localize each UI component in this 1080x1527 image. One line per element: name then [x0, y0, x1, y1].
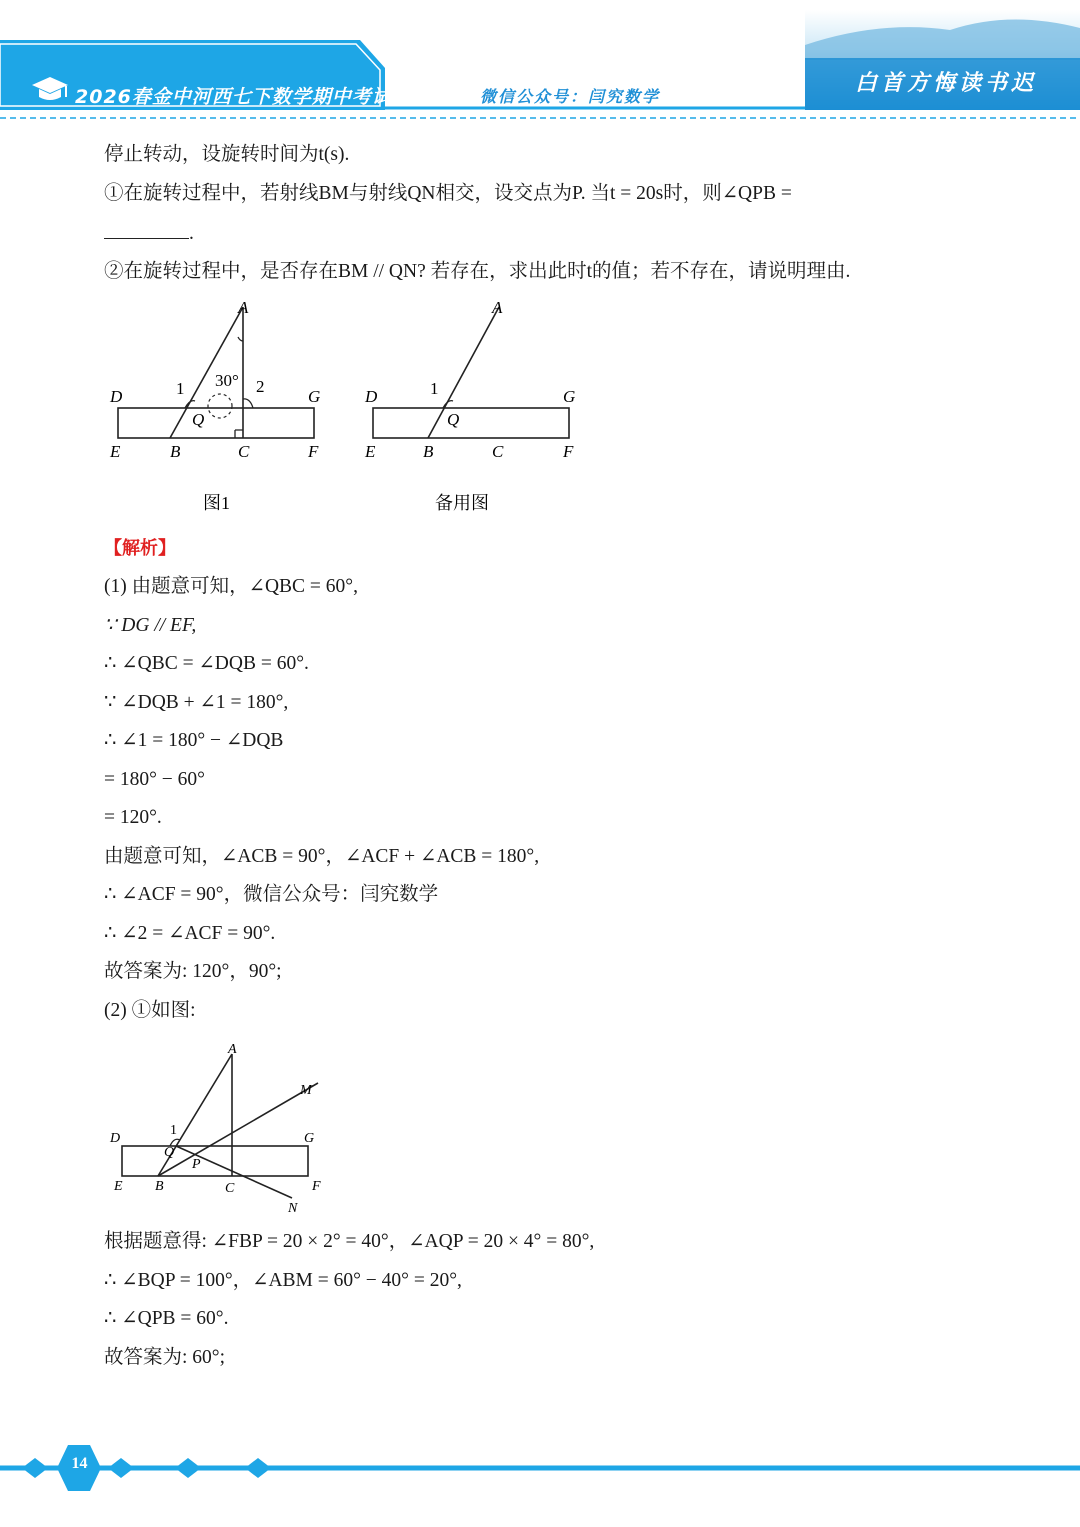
label-F: F [312, 1179, 321, 1194]
solution-line: 由题意可知，∠ACB = 90°，∠ACF + ∠ACB = 180°, [104, 846, 540, 867]
label-G: G [308, 387, 321, 406]
solution-line: ∴ ∠ACF = 90°，微信公众号：闫究数学 [104, 884, 439, 905]
label-30: 30° [215, 371, 239, 390]
solution-line: 故答案为: 120°，90°; [104, 961, 282, 982]
page-number: 14 [71, 1455, 88, 1472]
label-G: G [563, 387, 576, 406]
figure-backup-caption: 备用图 [435, 493, 489, 513]
label-G: G [304, 1131, 315, 1146]
solution-line: ∴ ∠BQP = 100°，∠ABM = 60° − 40° = 20°, [104, 1270, 462, 1291]
solution-line: = 180° − 60° [104, 769, 205, 790]
label-D: D [110, 1131, 121, 1146]
label-N: N [288, 1201, 298, 1216]
solution-line: ∴ ∠1 = 180° − ∠DQB [104, 730, 284, 751]
solution-line: = 120°. [104, 807, 162, 828]
label-A: A [238, 298, 249, 317]
label-A: A [228, 1042, 237, 1057]
solution-line: ∵ DG // EF, [104, 615, 197, 636]
solution-line: ∴ ∠QBC = ∠DQB = 60°. [104, 653, 309, 674]
label-M: M [300, 1083, 312, 1098]
figure-1-caption: 图1 [203, 493, 230, 513]
solution-line: (2) ①如图: [104, 1000, 196, 1021]
problem-line: ②在旋转过程中，是否存在BM // QN? 若存在，求出此时t的值；若不存在，请说明理由. [104, 261, 851, 282]
page-header [0, 0, 1080, 130]
label-E: E [110, 442, 121, 461]
label-A: A [492, 298, 503, 317]
header-decoration [0, 0, 1080, 130]
label-F: F [308, 442, 319, 461]
label-Q: Q [192, 410, 205, 429]
header-title: 2026春金中河西七下数学期中考试 [75, 86, 392, 108]
solution-line: 根据题意得: ∠FBP = 20 × 2° = 40°，∠AQP = 20 × 4° = 80°, [104, 1231, 595, 1252]
analysis-label: 【解析】 [104, 538, 176, 559]
header-wechat: 微信公众号：闫究数学 [480, 87, 661, 106]
problem-line: 停止转动，设旋转时间为t(s). [104, 144, 350, 165]
footer-decoration [0, 1440, 1080, 1500]
label-1: 1 [170, 1123, 177, 1138]
graduation-cap-icon [30, 75, 70, 105]
answer-blank-line [104, 220, 194, 248]
answer-blank [104, 220, 189, 239]
label-Q: Q [164, 1145, 175, 1160]
figure-solution [100, 1038, 340, 1218]
label-Q: Q [447, 410, 460, 429]
label-B: B [170, 442, 181, 461]
figure-backup [355, 295, 595, 525]
label-1: 1 [430, 379, 439, 398]
solution-line: ∴ ∠QPB = 60°. [104, 1308, 229, 1329]
header-slogan: 白首方悔读书迟 [855, 71, 1038, 96]
label-D: D [365, 387, 378, 406]
solution-line: (1) 由题意可知，∠QBC = 60°, [104, 576, 358, 597]
label-C: C [492, 442, 504, 461]
label-C: C [238, 442, 250, 461]
solution-line: 故答案为: 60°; [104, 1347, 226, 1368]
label-C: C [225, 1181, 235, 1196]
figure-1 [100, 295, 340, 525]
label-P: P [192, 1157, 201, 1172]
label-D: D [110, 387, 123, 406]
label-E: E [365, 442, 376, 461]
label-B: B [155, 1179, 164, 1194]
label-E: E [114, 1179, 123, 1194]
label-F: F [563, 442, 574, 461]
label-B: B [423, 442, 434, 461]
label-2: 2 [256, 377, 265, 396]
period: . [189, 223, 194, 244]
problem-line: ①在旋转过程中，若射线BM与射线QN相交，设交点为P. 当t = 20s时，则∠QPB = [104, 183, 792, 204]
solution-line: ∵ ∠DQB + ∠1 = 180°, [104, 692, 289, 713]
label-1: 1 [176, 379, 185, 398]
solution-line: ∴ ∠2 = ∠ACF = 90°. [104, 923, 276, 944]
